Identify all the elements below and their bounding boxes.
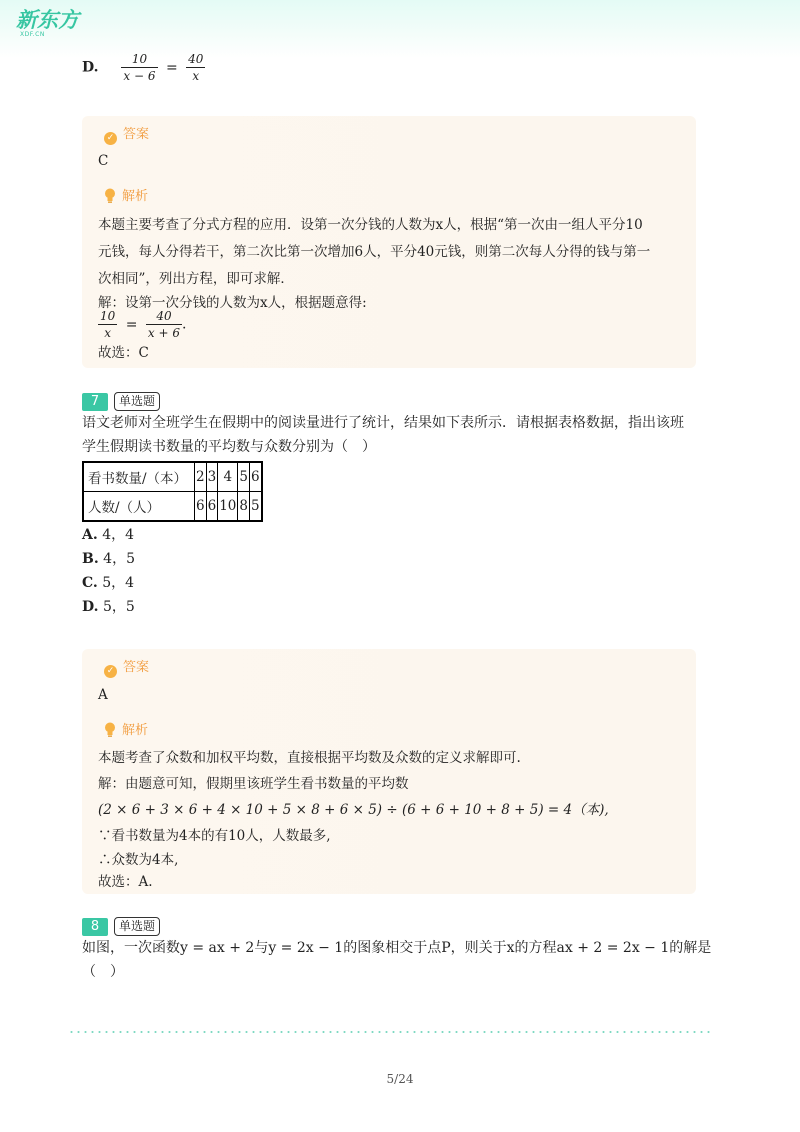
answer-label: 答案 — [123, 660, 150, 675]
table-row — [83, 492, 262, 522]
fraction — [186, 51, 205, 84]
table-row-header: 人数/（人） — [83, 492, 195, 522]
period: . — [182, 316, 187, 333]
option-letter: D. — [82, 599, 99, 615]
option-letter: A. — [82, 527, 98, 543]
option-letter: D. — [82, 59, 99, 76]
question-stem-line: 语文老师对全班学生在假期中的阅读量进行了统计，结果如下表所示．请根据表格数据，指出该班 — [82, 415, 684, 431]
check-icon: ✓ — [104, 665, 117, 678]
answer-value: C — [98, 153, 109, 169]
analysis-line: 本题考查了众数和加权平均数，直接根据平均数及众数的定义求解即可. — [98, 750, 521, 766]
analysis-heading — [104, 722, 148, 740]
analysis-line: 本题主要考查了分式方程的应用．设第一次分钱的人数为x人，根据“第一次由一组人平分10 — [98, 217, 643, 233]
question-stem-line: 如图，一次函数y = ax + 2与y = 2x − 1的图象相交于点P，则关于x的方程ax + 2 = 2x − 1的解是 — [82, 940, 712, 956]
option-letter: C. — [82, 575, 98, 591]
question-number-badge: 7 — [82, 393, 108, 411]
answer-card-2 — [82, 649, 696, 894]
fraction — [146, 308, 182, 341]
table-cell: 8 — [238, 492, 250, 522]
lightbulb-icon — [104, 188, 116, 203]
answer-card-1 — [82, 116, 696, 368]
numerator: 40 — [188, 52, 204, 66]
denominator: x + 6 — [147, 326, 181, 340]
option-a[interactable] — [82, 525, 134, 545]
answer-heading — [104, 659, 149, 678]
numerator: 10 — [100, 309, 116, 323]
table-cell: 6 — [206, 492, 218, 522]
denominator: x — [186, 67, 205, 84]
table-cell: 10 — [218, 492, 238, 522]
answer-value: A — [98, 687, 108, 703]
dotted-divider — [68, 1031, 712, 1033]
analysis-line: 故选：A. — [98, 874, 153, 890]
numerator: 40 — [156, 309, 172, 323]
check-icon: ✓ — [104, 132, 117, 145]
analysis-label: 解析 — [122, 189, 149, 204]
conclusion: 故选：C — [98, 345, 149, 361]
header-band — [0, 0, 800, 58]
table-cell: 6 — [195, 492, 207, 522]
xdf-logo — [16, 8, 86, 40]
option-letter: B. — [82, 551, 99, 567]
analysis-line: 解：由题意可知，假期里该班学生看书数量的平均数 — [98, 776, 409, 792]
table-row-header: 看书数量/（本） — [83, 462, 195, 492]
analysis-line: 元钱，每人分得若干，第二次比第一次增加6人，平分40元钱，则第二次每人分得的钱与第一 — [98, 244, 651, 260]
option-text: 5，4 — [102, 575, 135, 591]
answer-label: 答案 — [123, 127, 150, 142]
equals-sign: = — [165, 59, 178, 76]
option-text: 4，5 — [103, 551, 135, 567]
denominator: x − 6 — [123, 69, 156, 83]
lightbulb-icon — [104, 722, 116, 737]
equation — [98, 308, 186, 341]
option-text: 5，5 — [102, 599, 135, 615]
question-type-badge: 单选题 — [114, 392, 160, 411]
fraction — [98, 308, 117, 341]
page-number: 5/24 — [386, 1072, 414, 1086]
question-type-badge: 单选题 — [114, 917, 160, 936]
analysis-line: ∴众数为4本, — [98, 852, 179, 868]
numerator: 10 — [131, 52, 148, 66]
logo-main-text: 新东方 — [16, 8, 79, 32]
fraction — [121, 51, 157, 84]
analysis-label: 解析 — [122, 723, 149, 738]
table-cell: 5 — [238, 462, 250, 492]
table-cell: 4 — [218, 462, 238, 492]
analysis-heading — [104, 188, 148, 206]
analysis-line: ∵看书数量为4本的有10人，人数最多, — [98, 828, 331, 844]
option-text: 4，4 — [102, 527, 135, 543]
logo-sub-text: XDF.CN — [20, 31, 45, 38]
analysis-line: (2 × 6 + 3 × 6 + 4 × 10 + 5 × 8 + 6 × 5) ÷ (6 + 6 + 10 + 8 + 5) = 4（本), — [98, 802, 609, 818]
table-cell: 5 — [249, 492, 261, 522]
table-row — [83, 462, 262, 492]
table-cell: 2 — [195, 462, 207, 492]
analysis-line: 解：设第一次分钱的人数为x人，根据题意得: — [98, 295, 367, 311]
question-number-badge: 8 — [82, 918, 108, 936]
option-d-prev — [82, 51, 205, 84]
option-b[interactable] — [82, 549, 135, 569]
question-stem-line: 学生假期读书数量的平均数与众数分别为（ ） — [82, 439, 376, 455]
table-cell: 3 — [206, 462, 218, 492]
table-cell: 6 — [249, 462, 261, 492]
analysis-line: 次相同”，列出方程，即可求解． — [98, 271, 294, 287]
option-c[interactable] — [82, 573, 134, 593]
denominator: x — [98, 324, 117, 341]
question-stem-line: （ ） — [82, 964, 124, 980]
reading-data-table — [82, 461, 263, 522]
option-d[interactable] — [82, 597, 135, 617]
answer-heading — [104, 126, 149, 145]
equals-sign: = — [125, 316, 138, 333]
